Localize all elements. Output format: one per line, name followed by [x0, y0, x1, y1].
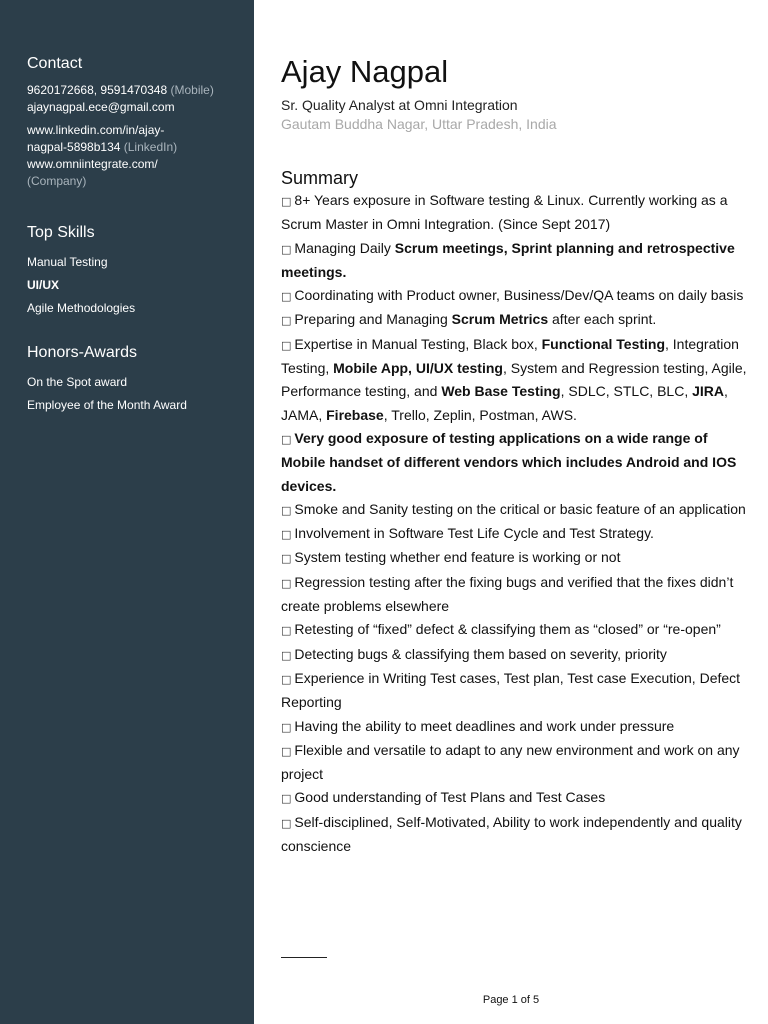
summary-text: , SDLC, STLC, BLC,	[560, 383, 693, 400]
summary-text: Having the ability to meet deadlines and work under pressure	[294, 717, 675, 734]
summary-emphasis: Firebase	[326, 406, 384, 423]
summary-item	[281, 284, 751, 308]
summary-item	[281, 237, 751, 285]
summary-item	[281, 643, 751, 667]
bullet-box-icon: □	[281, 314, 292, 328]
summary-text: Coordinating with Product owner, Business/Dev/QA teams on daily basis	[294, 287, 744, 304]
linkedin-url-line2: nagpal-5898b134	[27, 140, 121, 154]
summary-text: after each sprint.	[548, 311, 657, 328]
summary-text: , System and Regression testing, Agile, Performance testing, and	[281, 360, 747, 400]
company-note: (Company)	[27, 174, 87, 188]
bullet-box-icon: □	[281, 744, 292, 758]
summary-item	[281, 739, 751, 787]
bullet-box-icon: □	[281, 624, 292, 638]
bullet-box-icon: □	[281, 720, 292, 734]
summary-text: 8+ Years exposure in Software testing & Linux. Currently working as a Scrum Master in Omni Integration. (Since Sept 2017)	[281, 192, 728, 233]
linkedin-link[interactable]	[27, 122, 234, 156]
honors-awards-heading: Honors-Awards	[27, 344, 137, 361]
summary-text: Good understanding of Test Plans and Test Cases	[294, 789, 606, 806]
summary-text: Managing Daily	[294, 239, 395, 256]
skills-list	[27, 251, 234, 320]
phone-numbers	[27, 82, 234, 99]
summary-item	[281, 811, 751, 859]
bullet-box-icon: □	[281, 503, 292, 517]
page-number: Page 1 of 5	[482, 994, 540, 1006]
profile-headline: Sr. Quality Analyst at Omni Integration	[281, 97, 518, 113]
summary-item	[281, 189, 751, 237]
award-item: On the Spot award	[27, 375, 128, 389]
bullet-box-icon: □	[281, 576, 292, 590]
phone-note: (Mobile)	[170, 83, 214, 97]
bullet-box-icon: □	[281, 792, 292, 806]
summary-text: Preparing and Managing	[294, 311, 452, 328]
summary-item	[281, 571, 751, 619]
summary-item	[281, 546, 751, 570]
award-item: Employee of the Month Award	[27, 398, 187, 412]
bullet-box-icon: □	[281, 648, 292, 662]
bullet-box-icon: □	[281, 338, 292, 352]
summary-item	[281, 522, 751, 546]
company-link[interactable]	[27, 156, 234, 190]
summary-item	[281, 786, 751, 810]
bullet-box-icon: □	[281, 195, 292, 208]
summary-text: Expertise in Manual Testing, Black box,	[294, 335, 542, 352]
summary-text: System testing whether end feature is working or not	[294, 549, 621, 566]
sidebar	[0, 0, 254, 1024]
summary-text: Retesting of “fixed” defect & classifying them as “closed” or “re-open”	[294, 621, 721, 638]
awards-list	[27, 371, 234, 417]
summary-text: , Trello, Zeplin, Postman, AWS.	[383, 406, 577, 423]
summary-text: , JAMA,	[281, 383, 728, 423]
summary-emphasis: Mobile App, UI/UX testing	[333, 360, 503, 377]
profile-location: Gautam Buddha Nagar, Uttar Pradesh, India	[281, 116, 557, 132]
summary-item	[281, 333, 751, 427]
skill-item: Manual Testing	[27, 255, 108, 269]
linkedin-url-line1: www.linkedin.com/in/ajay-	[27, 123, 165, 137]
skill-item: Agile Methodologies	[27, 301, 136, 315]
bullet-box-icon: □	[281, 552, 292, 566]
skill-item: UI/UX	[27, 278, 60, 292]
summary-text: , Integration Testing,	[281, 335, 739, 377]
bullet-box-icon: □	[281, 816, 292, 830]
summary-list	[281, 189, 751, 858]
summary-text: Involvement in Software Test Life Cycle and Test Strategy.	[294, 525, 654, 542]
main-content	[281, 52, 751, 858]
company-url: www.omniintegrate.com/	[27, 157, 158, 171]
contact-heading: Contact	[27, 55, 83, 72]
bullet-box-icon: □	[281, 432, 292, 446]
summary-emphasis: Very good exposure of testing applications on a wide range of Mobile handset of different vendors which includes Android and IOS devices.	[281, 429, 737, 494]
email[interactable]: ajaynagpal.ece@gmail.com	[27, 99, 175, 114]
summary-text: Experience in Writing Test cases, Test plan, Test case Execution, Defect Reporting	[281, 669, 741, 711]
summary-item	[281, 427, 751, 498]
bullet-box-icon: □	[281, 672, 292, 686]
summary-item	[281, 308, 751, 332]
summary-heading: Summary	[281, 168, 359, 188]
summary-text: Detecting bugs & classifying them based on severity, priority	[294, 645, 667, 662]
summary-emphasis: Scrum Metrics	[451, 311, 549, 328]
summary-item	[281, 667, 751, 715]
summary-text: Flexible and versatile to adapt to any new environment and work on any project	[281, 741, 740, 783]
bullet-box-icon: □	[281, 528, 292, 542]
profile-name: Ajay Nagpal	[281, 54, 449, 89]
top-skills-heading: Top Skills	[27, 224, 95, 241]
section-divider	[281, 957, 327, 958]
summary-emphasis: Functional Testing	[541, 335, 666, 352]
linkedin-note: (LinkedIn)	[123, 140, 178, 154]
summary-item	[281, 715, 751, 739]
summary-emphasis: JIRA	[692, 383, 724, 400]
summary-text: Self-disciplined, Self-Motivated, Ability to work independently and quality conscience	[281, 813, 742, 855]
summary-item	[281, 618, 751, 642]
summary-item	[281, 498, 751, 522]
bullet-box-icon: □	[281, 290, 292, 304]
summary-emphasis: Scrum meetings, Sprint planning and retrospective meetings.	[281, 239, 735, 280]
bullet-box-icon: □	[281, 242, 292, 256]
summary-text: Smoke and Sanity testing on the critical or basic feature of an application	[294, 500, 746, 517]
summary-emphasis: Web Base Testing	[441, 383, 561, 400]
summary-text: Regression testing after the fixing bugs and verified that the fixes didn’t create problems elsewhere	[281, 573, 734, 615]
phone-values: 9620172668, 9591470348	[27, 83, 168, 97]
